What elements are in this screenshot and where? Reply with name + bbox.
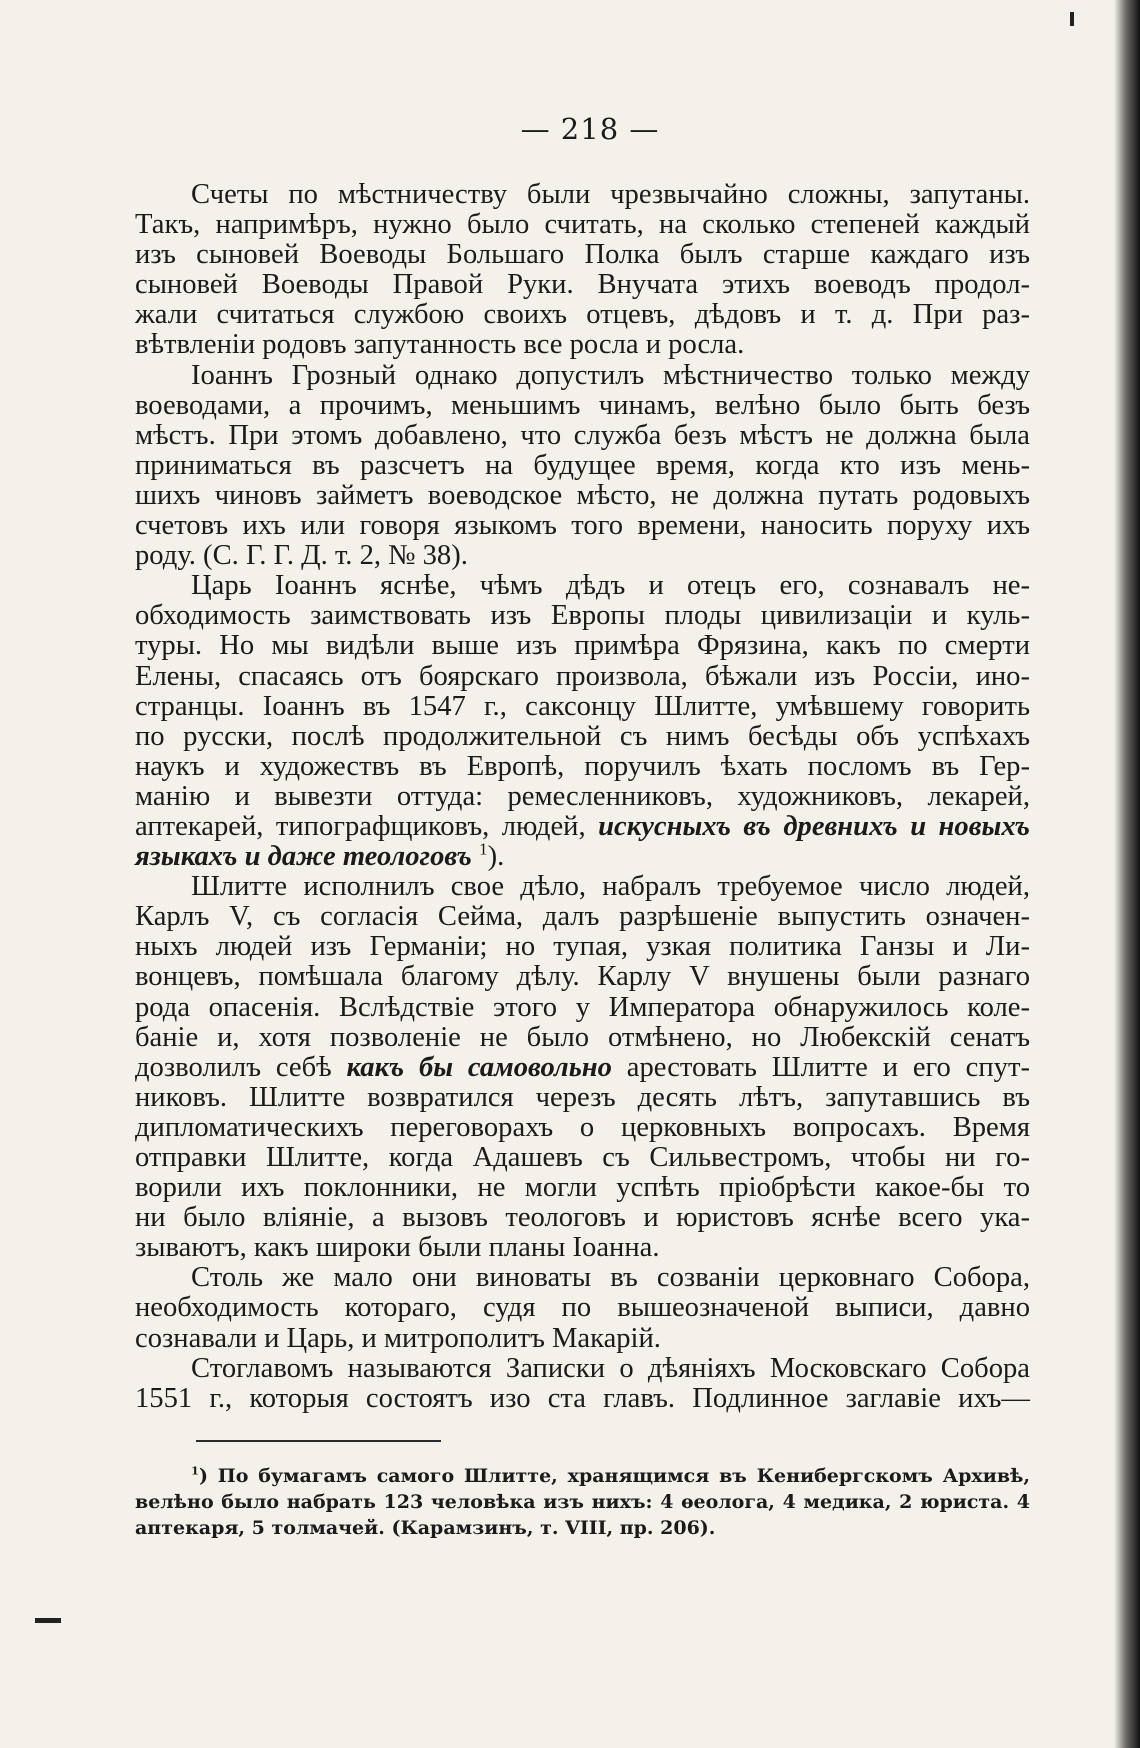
- text-line: [135, 1083, 1030, 1113]
- text-line: [135, 511, 1030, 541]
- text-run: Елены, спасаясь отъ боярскаго произвола, бѣжали изъ Россіи, ино-: [135, 660, 1030, 692]
- text-run: дозволилъ себѣ: [135, 1051, 332, 1083]
- text-line: [135, 839, 1030, 873]
- text-line: [135, 812, 1030, 842]
- text-run: Счеты по мѣстничеству были чрезвычайно сложны, запутаны.: [191, 179, 1030, 210]
- text-line: [135, 872, 1030, 902]
- footnote-separator: [196, 1440, 441, 1442]
- italic-run: искусныхъ въ древнихъ и новыхъ: [598, 810, 1030, 842]
- text-line: [135, 692, 1030, 722]
- text-run: дипломатическихъ переговорахъ о церковныхъ вопросахъ. Время: [135, 1111, 1030, 1143]
- text-run: изъ сыновей Воеводы Большаго Полка былъ старше каждаго изъ: [135, 239, 1030, 271]
- text-line: [135, 1203, 1030, 1233]
- text-run: жали считаться службою своихъ отцевъ, дѣдовъ и т. д. При раз-: [135, 299, 1030, 331]
- footnote: [135, 1463, 1030, 1541]
- text-run: арестовать Шлитте и его спут-: [626, 1051, 1030, 1083]
- text-line: [135, 300, 1030, 330]
- text-line: [135, 541, 1030, 571]
- footnote-line: [135, 1515, 1030, 1541]
- text-run: Шлитте исполнилъ свое дѣло, набралъ требуемое число людей,: [191, 871, 1030, 903]
- footnote-text: ) По бумагамъ самого Шлитте, хранящимся въ Кенибергскомъ Архивѣ,: [198, 1465, 1030, 1487]
- text-line: [135, 962, 1030, 992]
- text-run: сыновей Воеводы Правой Руки. Внучата этихъ воеводъ продол-: [135, 269, 1030, 301]
- text-run: никовъ. Шлитте возвратился черезъ десять лѣтъ, запутавшись въ: [135, 1081, 1030, 1113]
- text-line: [135, 1053, 1030, 1083]
- text-run: счетовъ ихъ или говоря языкомъ того времени, наносить поруху ихъ: [135, 510, 1030, 542]
- text-run: Царь Іоаннъ яснѣе, чѣмъ дѣдъ и отецъ его, сознавалъ не-: [191, 570, 1030, 602]
- text-run: вонцевъ, помѣшала благому дѣлу. Карлу V внушены были разнаго: [135, 961, 1030, 993]
- text-line: [135, 993, 1030, 1023]
- text-run: манію и вывезти оттуда: ремесленниковъ, художниковъ, лекарей,: [135, 780, 1030, 812]
- text-line: [135, 1233, 1030, 1263]
- footnote-line: [135, 1463, 1030, 1489]
- text-line: [135, 180, 1030, 210]
- page-number: — 218 —: [520, 112, 660, 146]
- body-text: [135, 180, 1030, 1414]
- text-run: необходимость котораго, судя по вышеозначеной выписи, давно: [135, 1292, 1030, 1324]
- text-run: ни было вліяніе, а вызовъ теологовъ и юристовъ яснѣе всего ука-: [135, 1202, 1030, 1234]
- text-run: роду. (С. Г. Г. Д. т. 2, № 38).: [135, 540, 468, 572]
- text-run: шихъ чиновъ займетъ воеводское мѣсто, не должна путать родовыхъ: [135, 479, 1030, 511]
- text-run: Стоглавомъ называются Записки о дѣяніяхъ Московскаго Собора: [191, 1352, 1030, 1384]
- footnote-line: [135, 1489, 1030, 1515]
- text-line: [135, 451, 1030, 481]
- footnote-reference[interactable]: 1: [479, 839, 488, 859]
- text-line: [135, 481, 1030, 511]
- text-line: [135, 1384, 1030, 1414]
- text-line: [135, 391, 1030, 421]
- text-line: [135, 210, 1030, 240]
- italic-run: какъ бы самовольно: [346, 1051, 612, 1083]
- text-run: аптекарей, типографщиковъ, людей,: [135, 810, 586, 842]
- text-line: [135, 662, 1030, 692]
- text-line: [135, 1324, 1030, 1354]
- text-line: [135, 722, 1030, 752]
- text-line: [135, 1023, 1030, 1053]
- text-line: [135, 782, 1030, 812]
- text-run: ворили ихъ поклонники, не могли успѣть пріобрѣсти какое-бы то: [135, 1172, 1030, 1204]
- text-run: рода опасенія. Вслѣдствіе этого у Императора обнаружилось коле-: [135, 991, 1030, 1023]
- text-line: [135, 631, 1030, 661]
- text-run: туры. Но мы видѣли выше изъ примѣра Фрязина, какъ по смерти: [135, 630, 1030, 662]
- text-run: странцы. Іоаннъ въ 1547 г., саксонцу Шлитте, умѣвшему говорить: [135, 690, 1030, 722]
- text-run: баніе и, хотя позволеніе не было отмѣнено, но Любекскій сенатъ: [135, 1021, 1030, 1053]
- text-run: ).: [487, 841, 505, 873]
- text-line: [135, 752, 1030, 782]
- text-run: наукъ и художествъ въ Европѣ, поручилъ ѣхать посломъ въ Гер-: [135, 750, 1030, 782]
- text-line: [135, 571, 1030, 601]
- text-line: [135, 240, 1030, 270]
- text-run: вѣтвленіи родовъ запутанность все росла и росла.: [135, 329, 745, 361]
- text-run: мѣстъ. При этомъ добавлено, что служба безъ мѣстъ не должна была: [135, 419, 1030, 451]
- text-line: [135, 1293, 1030, 1323]
- text-line: [135, 1263, 1030, 1293]
- scan-speck: [1070, 12, 1074, 26]
- text-line: [135, 270, 1030, 300]
- text-line: [135, 1354, 1030, 1384]
- text-run: приниматься въ разсчетъ на будущее время, когда кто изъ мень-: [135, 449, 1030, 481]
- text-run: обходимость заимствовать изъ Европы плоды цивилизаціи и куль-: [135, 600, 1030, 632]
- text-run: Столь же мало они виноваты въ созваніи церковнаго Собора,: [191, 1262, 1030, 1294]
- text-line: [135, 902, 1030, 932]
- text-line: [135, 1173, 1030, 1203]
- footnote-text: аптекаря, 5 толмачей. (Карамзинъ, т. VIII, пр. 206).: [135, 1517, 716, 1539]
- text-line: [135, 330, 1030, 360]
- text-run: Такъ, напримѣръ, нужно было считать, на сколько степеней каждый: [135, 209, 1030, 241]
- text-run: 1551 г., которыя состоятъ изо ста главъ. Подлинное заглавіе ихъ—: [135, 1382, 1030, 1414]
- text-run: зываютъ, какъ широки были планы Іоанна.: [135, 1232, 660, 1264]
- text-run: Іоаннъ Грозный однако допустилъ мѣстничество только между: [191, 359, 1030, 391]
- text-run: Карлъ V, съ согласія Сейма, далъ разрѣшеніе выпустить означен-: [135, 901, 1030, 933]
- text-line: [135, 1143, 1030, 1173]
- text-run: отправки Шлитте, когда Адашевъ съ Сильвестромъ, чтобы ни го-: [135, 1142, 1030, 1173]
- text-line: [135, 361, 1030, 391]
- scan-speck: [35, 1618, 61, 1623]
- italic-run: языкахъ и даже теологовъ: [135, 841, 472, 873]
- footnote-marker: 1: [191, 1463, 199, 1478]
- text-line: [135, 932, 1030, 962]
- footnote-text: велѣно было набрать 123 человѣка изъ нихъ: 4 ѳеолога, 4 медика, 2 юриста. 4: [135, 1491, 1030, 1513]
- text-line: [135, 601, 1030, 631]
- text-run: ныхъ людей изъ Германіи; но тупая, узкая политика Ганзы и Ли-: [135, 931, 1030, 963]
- text-line: [135, 421, 1030, 451]
- scanned-page-edge: [1114, 0, 1140, 1748]
- text-line: [135, 1113, 1030, 1143]
- text-run: воеводами, а прочимъ, меньшимъ чинамъ, велѣно было быть безъ: [135, 389, 1030, 421]
- text-run: сознавали и Царь, и митрополитъ Макарій.: [135, 1322, 661, 1354]
- text-run: по русски, послѣ продолжительной съ нимъ бесѣды объ успѣхахъ: [135, 720, 1030, 752]
